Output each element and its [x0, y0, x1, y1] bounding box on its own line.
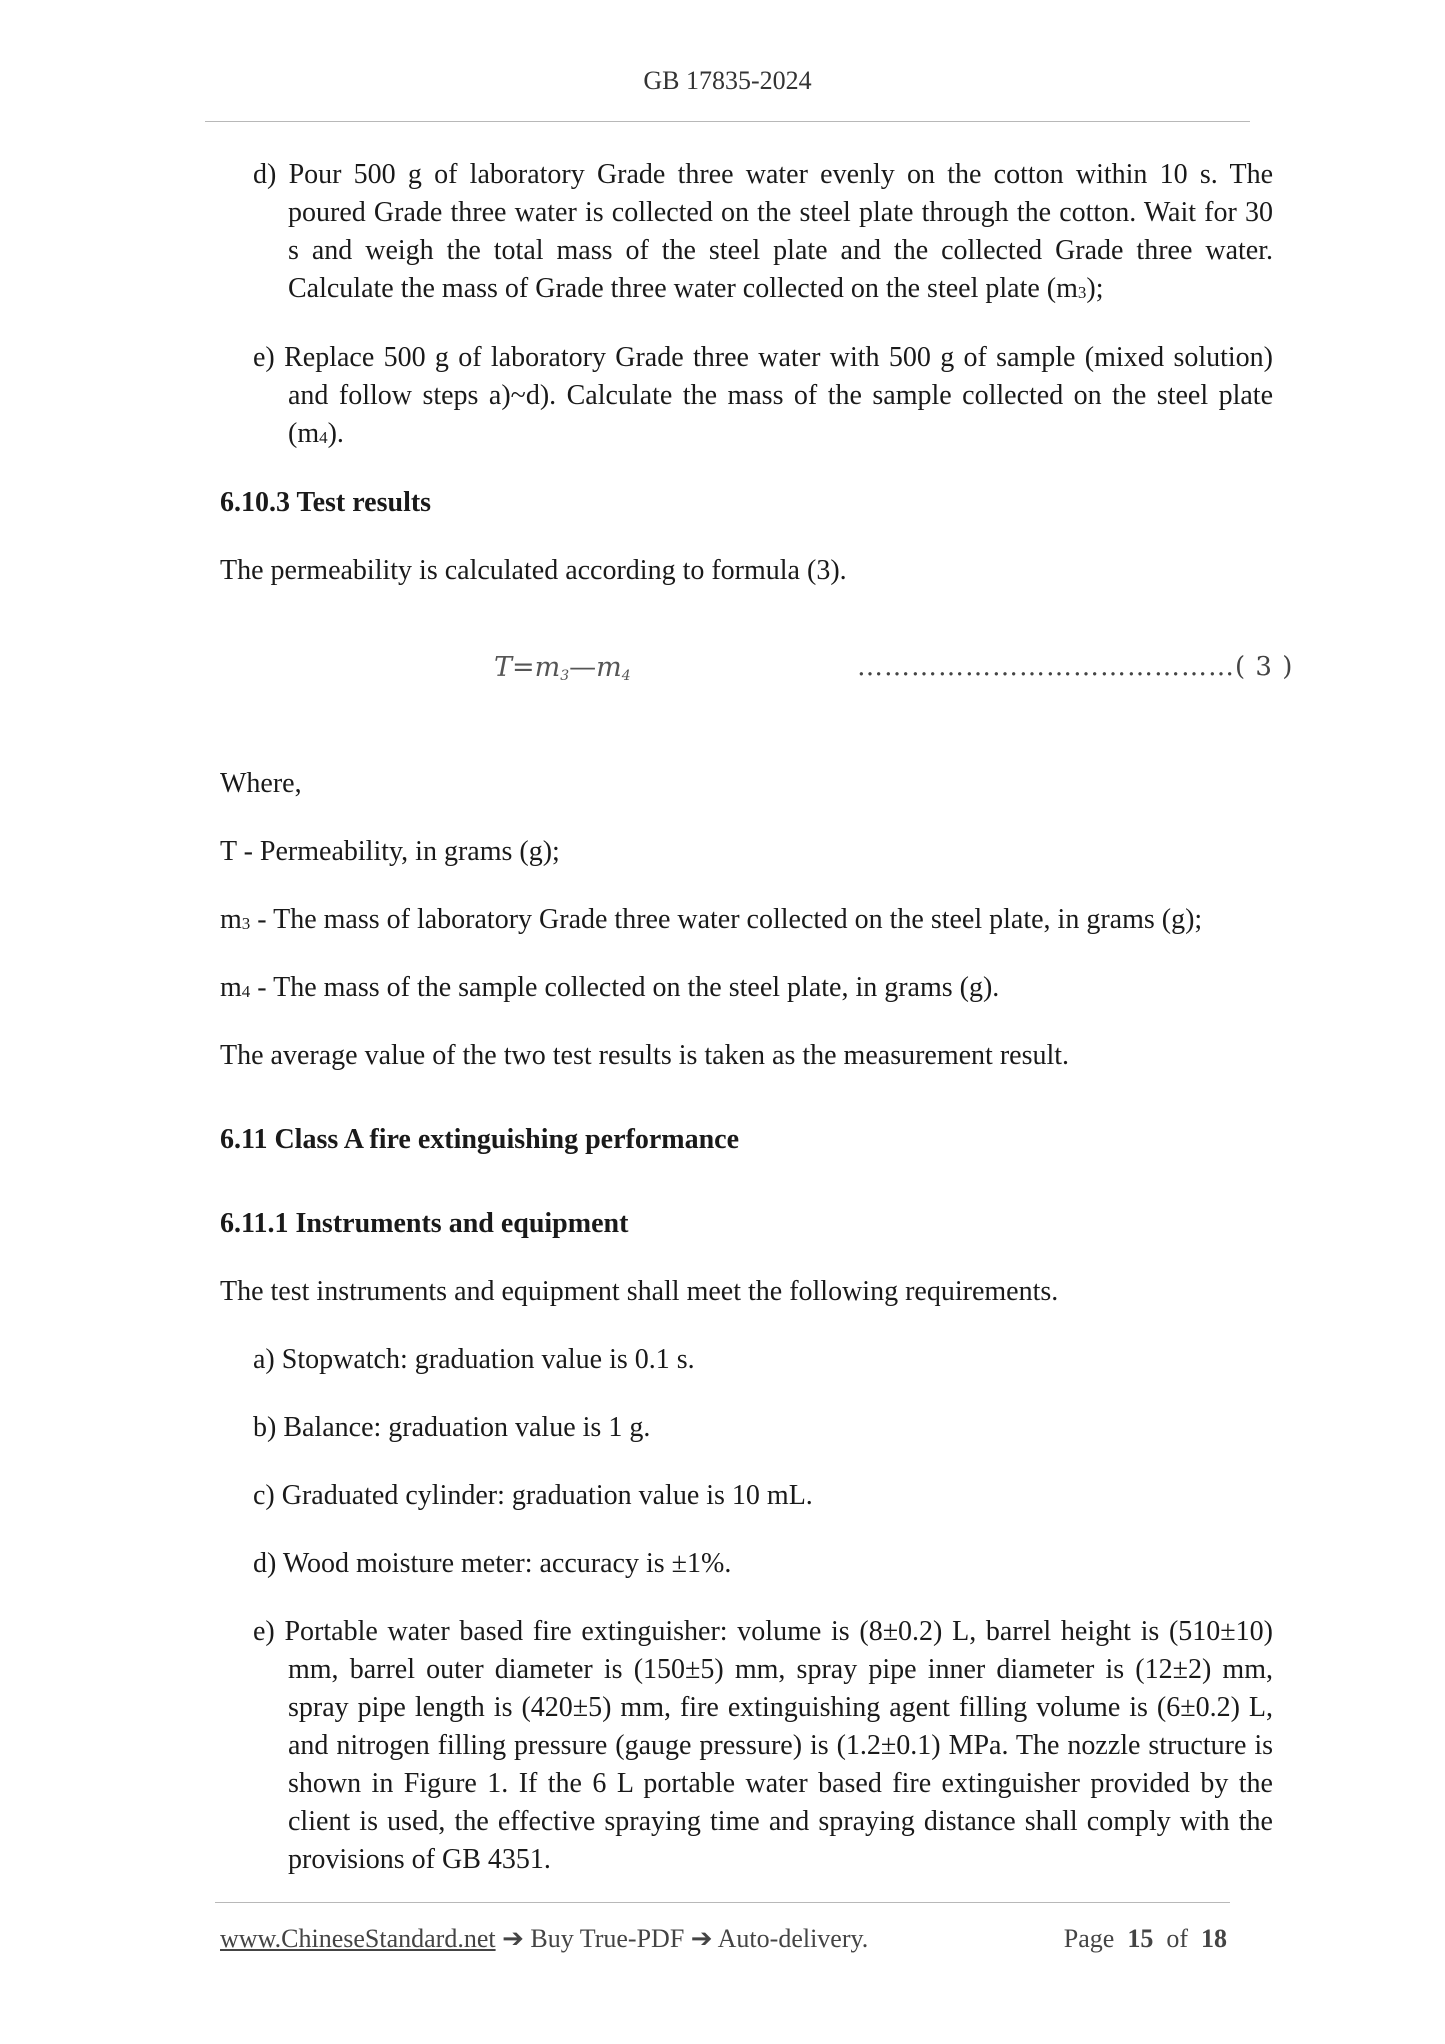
list-item-d [253, 156, 1273, 312]
footer-promo [220, 1924, 868, 1954]
list-item-text-end: ); [1086, 273, 1104, 304]
list-item-text-end: ). [327, 418, 344, 449]
subscript: 3 [241, 914, 251, 933]
formula-3 [494, 652, 631, 684]
page-of: of [1166, 1924, 1188, 1953]
list-item-text: Pour 500 g of laboratory Grade three water evenly on the cotton within 10 s. The poured Grade three water is collected on the steel plate through the cotton. Wait for 30 s and weigh the total mass of the steel plate and the collected Grade three water. Calculate the mass of Grade three water collected on the steel plate (m [288, 159, 1274, 304]
definition-m3 [220, 901, 1240, 943]
definition-text: - The mass of laboratory Grade three water collected on the steel plate, in grams (g); [250, 904, 1203, 935]
list-item-label: d) [253, 159, 277, 190]
formula-number: ……………………………………( 3 ) [857, 652, 1294, 682]
current-page: 15 [1127, 1924, 1154, 1953]
page-label: Page [1063, 1924, 1115, 1953]
buy-pdf-text: Buy True-PDF [530, 1924, 685, 1953]
paragraph-average: The average value of the two test results is taken as the measurement result. [220, 1040, 1070, 1071]
symbol: m [220, 904, 242, 935]
paragraph-where: Where, [220, 768, 302, 799]
header-divider [205, 121, 1250, 122]
paragraph-formula-intro: The permeability is calculated according to formula (3). [220, 555, 847, 586]
section-heading-6-10-3: 6.10.3 Test results [220, 487, 432, 518]
list-item-text: Replace 500 g of laboratory Grade three water with 500 g of sample (mixed solution) and follow steps a)~d). Calculate the mass of the sample collected on the steel plate (m [284, 342, 1274, 449]
list-item-graduated-cylinder: c) Graduated cylinder: graduation value is 10 mL. [253, 1480, 813, 1511]
list-item-stopwatch: a) Stopwatch: graduation value is 0.1 s. [253, 1344, 695, 1375]
site-link[interactable]: www.ChineseStandard.net [220, 1924, 496, 1953]
subscript: 4 [319, 428, 328, 447]
page-header: GB 17835-2024 [643, 66, 812, 95]
subscript: 4 [241, 982, 251, 1001]
list-item-fire-extinguisher: e) Portable water based fire extinguisher: volume is (8±0.2) L, barrel height is (510±10) mm, barrel outer diameter is (150±5) mm, spray pipe inner diameter is (12±2) mm, spray pipe length is (420±5) mm, fire extinguishing agent filling volume is (6±0.2) L, and nitrogen filling pressure (gauge pressure) is (1.2±0.1) MPa. The nozzle structure is shown in Figure 1. If the 6 L portable water based fire extinguisher provided by the client is used, the effective spraying time and spraying distance shall comply with the provisions of GB 4351. [253, 1616, 1273, 1875]
list-item-balance: b) Balance: graduation value is 1 g. [253, 1412, 651, 1443]
formula-symbol: m [534, 652, 561, 683]
subscript: 3 [1077, 283, 1087, 302]
formula-subscript: 3 [560, 668, 570, 684]
definition-m4 [220, 969, 1240, 1011]
paragraph-requirements-intro: The test instruments and equipment shall meet the following requirements. [220, 1276, 1059, 1307]
delivery-text: Auto-delivery. [717, 1924, 869, 1953]
list-item-e [253, 339, 1273, 457]
formula-operator: — [569, 652, 597, 683]
definition-T: T - Permeability, in grams (g); [220, 836, 560, 867]
list-item-moisture-meter: d) Wood moisture meter: accuracy is ±1%. [253, 1548, 732, 1579]
footer-divider [215, 1902, 1230, 1903]
page-number [1064, 1924, 1227, 1954]
total-pages: 18 [1201, 1924, 1227, 1953]
formula-subscript: 4 [621, 668, 631, 684]
formula-operator: = [512, 652, 535, 683]
formula-symbol: T [494, 652, 513, 683]
symbol: m [220, 972, 242, 1003]
arrow-icon: ➔ [684, 1924, 718, 1953]
section-heading-6-11: 6.11 Class A fire extinguishing performance [220, 1124, 740, 1155]
list-item-label: e) [253, 342, 275, 373]
formula-symbol: m [596, 652, 622, 683]
definition-text: - The mass of the sample collected on the steel plate, in grams (g). [250, 972, 1000, 1003]
section-heading-6-11-1: 6.11.1 Instruments and equipment [220, 1208, 629, 1239]
arrow-icon: ➔ [495, 1924, 531, 1953]
